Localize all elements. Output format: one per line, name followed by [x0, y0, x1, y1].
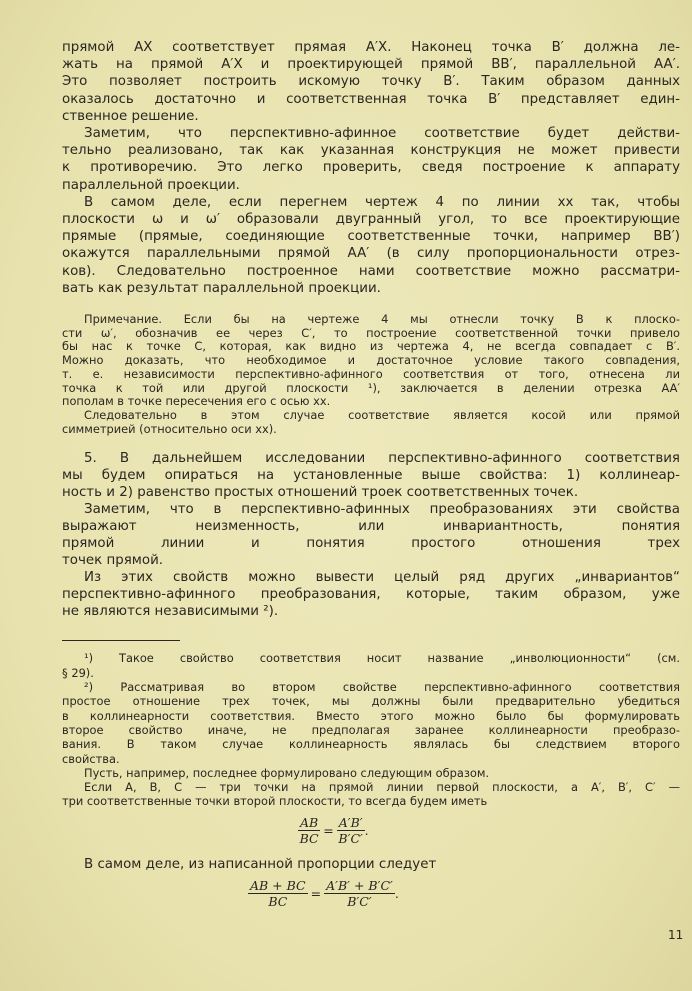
paragraph — [62, 856, 680, 873]
text-line: Можно доказать, что необходимое и достаточное условие такого совпадения, — [62, 353, 680, 368]
text-line: симметрией (относительно оси xx). — [62, 421, 277, 436]
text-line: ¹) Такое свойство соответствия носит название „инволюционности“ (см. — [84, 651, 680, 666]
text-line: выражают неизменность, или инвариантность, понятия — [62, 519, 680, 534]
footnote-divider — [62, 640, 180, 641]
text-line: Заметим, что в перспективно-афинных преобразованиях эти свойства — [84, 502, 680, 518]
text-line: ²) Рассматривая во втором свойстве перспективно-афинного соответствия — [84, 680, 680, 695]
formula-2 — [248, 878, 680, 909]
formula-1-equals: = — [323, 822, 334, 838]
text-line: к противоречию. Это легко проверить, сведя построение к аппарату — [62, 160, 680, 176]
formula-1-lhs-numerator: AB — [300, 814, 319, 830]
formula-1-period: . — [364, 822, 369, 838]
formula-2-lhs-denominator: BC — [268, 893, 288, 909]
text-line: вания. В таком случае коллинеарность являлась бы следствием второго — [62, 737, 680, 752]
text-line: прямой AX соответствует прямая A′X. Наконец точка B′ должна ле- — [62, 40, 680, 55]
text-line: перспективно-афинного преобразования, которые, таким образом, уже — [62, 586, 680, 602]
paragraph — [62, 125, 680, 194]
text-line: бы нас к точке C, которая, как видно из чертежа 4, не всегда совпадает с B′. — [62, 339, 680, 354]
text-line: оказалось достаточно и соответственная точка B′ представляет един- — [62, 91, 680, 107]
text-line: ность и 2) равенство простых отношений троек соответственных точек. — [62, 485, 579, 501]
paragraph — [62, 651, 680, 680]
footnotes — [62, 651, 680, 808]
text-line: параллельной проекции. — [62, 177, 240, 193]
text-line: не являются независимыми ²). — [62, 603, 279, 619]
text-line: плоскости ω и ω′ образовали двугранный угол, то все проектирующие — [62, 212, 680, 228]
formula-1 — [298, 815, 680, 846]
main-text — [62, 39, 680, 297]
text-line: сти ω′, обозначив ее через C′, то построение соответственной точки привело — [62, 325, 680, 340]
text-line: второе свойство иначе, не предполагая заранее коллинеарности преобразо- — [62, 722, 680, 737]
paragraph — [62, 766, 680, 780]
text-line: простое отношение трех точек, мы должны были предварительно убедиться — [62, 694, 680, 709]
paragraph — [62, 313, 680, 409]
formula-2-lhs-numerator: AB + BC — [250, 877, 306, 893]
paragraph — [62, 39, 680, 125]
paragraph — [62, 780, 680, 809]
text-line: три соответственные точки второй плоскости, то всегда будем иметь — [62, 794, 488, 809]
text-line: т. е. независимости перспективно-афинного соответствия от того, отнесена ли — [62, 366, 680, 381]
text-line: ственное решение. — [62, 108, 199, 124]
text-line: жать на прямой A′X и проектирующей прямой BB′, параллельной AA′. — [62, 57, 680, 73]
text-line: тельно реализовано, так как указанная конструкция не может привести — [62, 143, 680, 159]
text-line: свойства. — [62, 751, 120, 766]
paragraph — [62, 409, 680, 436]
text-line: точка к той или другой плоскости ¹), заключается в делении отрезка AA′ — [62, 380, 680, 395]
text-line: 5. В дальнейшем исследовании перспективно-афинного соответствия — [84, 451, 680, 467]
text-line: окажутся параллельными прямой AA′ (в силу пропорциональности отрез- — [62, 246, 680, 262]
paragraph — [62, 570, 680, 621]
formula-2-period: . — [394, 885, 399, 901]
text-line: пополам в точке пересечения его с осью xx. — [62, 394, 331, 409]
text-line: Это позволяет построить искомую точку B′. Таким образом данных — [62, 74, 680, 90]
text-line: § 29). — [62, 665, 94, 680]
formula-1-rhs-denominator: B′C′ — [338, 830, 363, 846]
text-line: ков). Следовательно построенное нами соответствие можно рассматри- — [62, 263, 680, 279]
text-line: прямые (прямые, соединяющие соответственные точки, например BB′) — [62, 229, 680, 245]
paragraph — [62, 502, 680, 570]
paragraph — [62, 680, 680, 766]
text-line: Из этих свойств можно вывести целый ряд других „инвариантов“ — [84, 569, 680, 585]
formula-1-lhs-denominator: BC — [299, 830, 319, 846]
page-number: 11 — [668, 928, 684, 942]
formula-2-equals: = — [310, 885, 322, 901]
text-line: точек прямой. — [62, 552, 164, 568]
formula-2-rhs-numerator: A′B′ + B′C′ — [326, 877, 393, 893]
text-line: прямой линии и понятия простого отношения трех — [62, 535, 680, 551]
text-line: В самом деле, из написанной пропорции следует — [84, 856, 437, 872]
text-line: Заметим, что перспективно-афинное соответствие будет действи- — [84, 126, 680, 142]
text-line: Пусть, например, последнее формулировано следующим образом. — [84, 765, 490, 780]
text-line: В самом деле, если перегнем чертеж 4 по линии xx так, чтобы — [84, 194, 680, 210]
text-line: Следовательно в этом случае соответствие является косой или прямой — [84, 407, 680, 422]
text-line: Примечание. Если бы на чертеже 4 мы отнесли точку B к плоско- — [84, 312, 680, 327]
text-line: вать как результат параллельной проекции. — [62, 280, 381, 296]
note-text — [62, 313, 680, 436]
paragraph — [62, 194, 680, 297]
text-line: Если A, B, C — три точки на прямой линии первой плоскости, а A′, B′, C′ — — [84, 780, 680, 795]
formula-2-rhs-denominator: B′C′ — [347, 893, 372, 909]
text-column — [62, 39, 680, 909]
formula-1-rhs-numerator: A′B′ — [338, 814, 363, 830]
text-line: мы будем опираться на установленные выше свойства: 1) коллинеар- — [62, 468, 680, 484]
section-5-text — [62, 451, 680, 620]
text-line: в коллинеарности соответствия. Вместо этого можно было бы формулировать — [62, 708, 680, 723]
paragraph — [62, 451, 680, 502]
after-formula-text — [62, 856, 680, 873]
